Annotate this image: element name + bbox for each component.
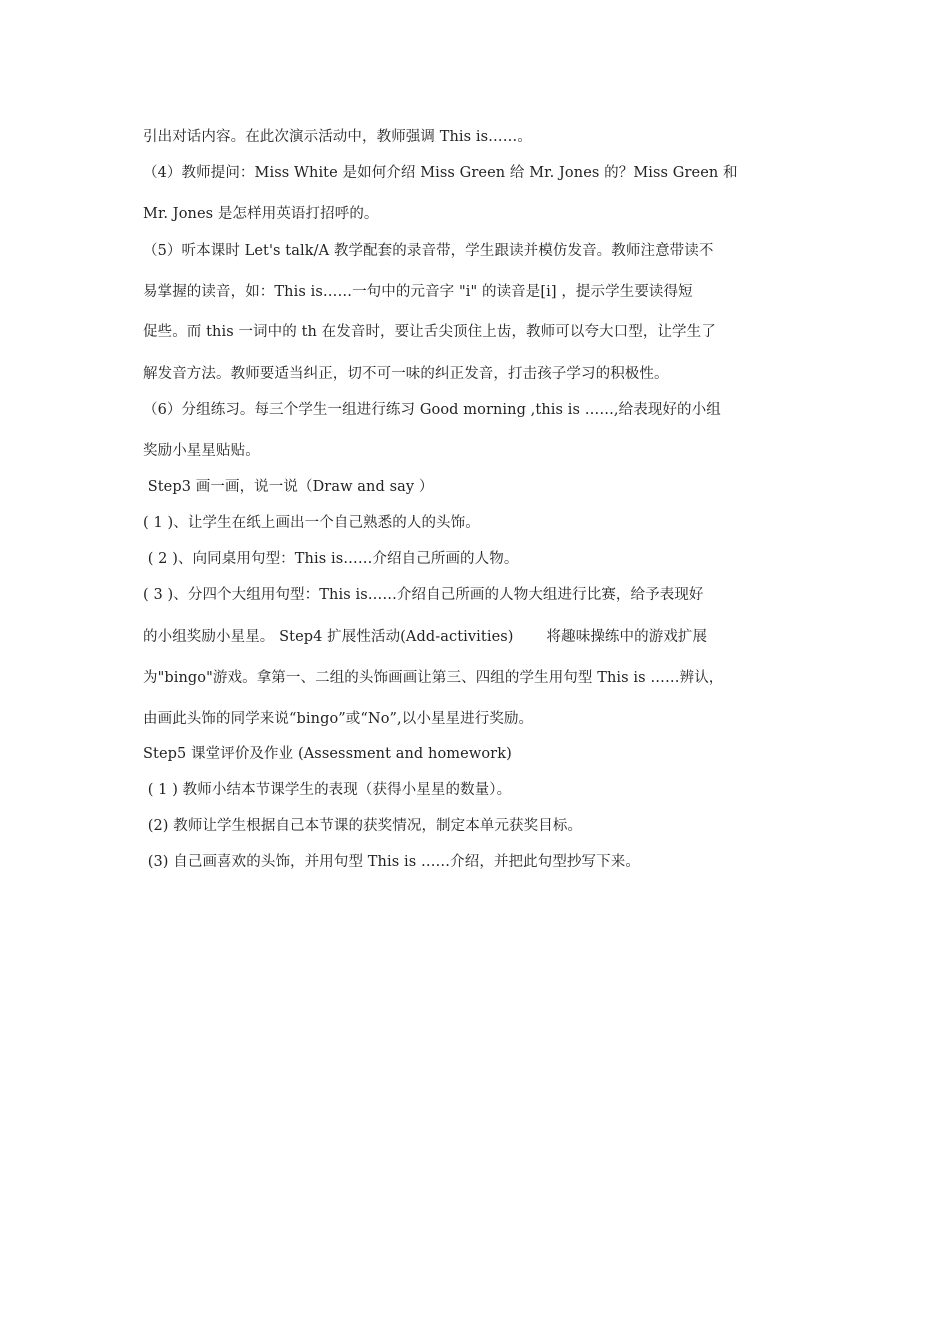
text-line-2: （4）教师提问：Miss White 是如何介绍 Miss Green 给 Mr. Jones 的？Miss Green 和 (143, 165, 738, 181)
text-line-9: 奖励小星星贴贴。 (143, 443, 260, 459)
text-line-13: ( 3 )、分四个大组用句型：This is……介绍自己所画的人物大组进行比赛，给予表现好 (143, 587, 704, 603)
text-line-16: 由画此头饰的同学来说“bingo”或“No”,以小星星进行奖励。 (143, 711, 534, 727)
text-line-12: ( 2 )、向同桌用句型：This is……介绍自己所画的人物。 (143, 551, 519, 567)
text-line-18: ( 1 ) 教师小结本节课学生的表现（获得小星星的数量）。 (143, 782, 512, 798)
text-line-3: Mr. Jones 是怎样用英语打招呼的。 (143, 206, 379, 222)
text-line-19: (2) 教师让学生根据自己本节课的获奖情况，制定本单元获奖目标。 (143, 818, 583, 834)
text-line-8: （6）分组练习。每三个学生一组进行练习 Good morning ,this is ……,给表现好的小组 (143, 402, 721, 418)
text-line-6: 促些。而 this 一词中的 th 在发音时，要让舌尖顶住上齿，教师可以夸大口型，让学生了 (143, 324, 716, 340)
text-line-10: Step3 画一画，说一说（Draw and say ） (143, 479, 434, 495)
text-line-4: （5）听本课时 Let's talk/A 教学配套的录音带，学生跟读并模仿发音。教师注意带读不 (143, 243, 714, 259)
text-line-11: ( 1 )、让学生在纸上画出一个自己熟悉的人的头饰。 (143, 515, 480, 531)
text-line-1: 引出对话内容。在此次演示活动中，教师强调 This is……。 (143, 129, 532, 145)
text-line-7: 解发音方法。教师要适当纠正，切不可一味的纠正发音，打击孩子学习的积极性。 (143, 366, 669, 382)
text-line-5: 易掌握的读音，如：This is……一句中的元音字 "i" 的读音是[i] ，提示学生要读得短 (143, 284, 693, 300)
text-line-14: 的小组奖励小星星。 Step4 扩展性活动(Add-activities) 将趣味操练中的游戏扩展 (143, 629, 708, 645)
text-line-15: 为"bingo"游戏。拿第一、二组的头饰画画让第三、四组的学生用句型 This is ……辨认， (143, 670, 724, 686)
text-line-20: (3) 自己画喜欢的头饰，并用句型 This is ……介绍，并把此句型抄写下来。 (143, 854, 640, 870)
text-line-17: Step5 课堂评价及作业 (Assessment and homework) (143, 746, 512, 762)
